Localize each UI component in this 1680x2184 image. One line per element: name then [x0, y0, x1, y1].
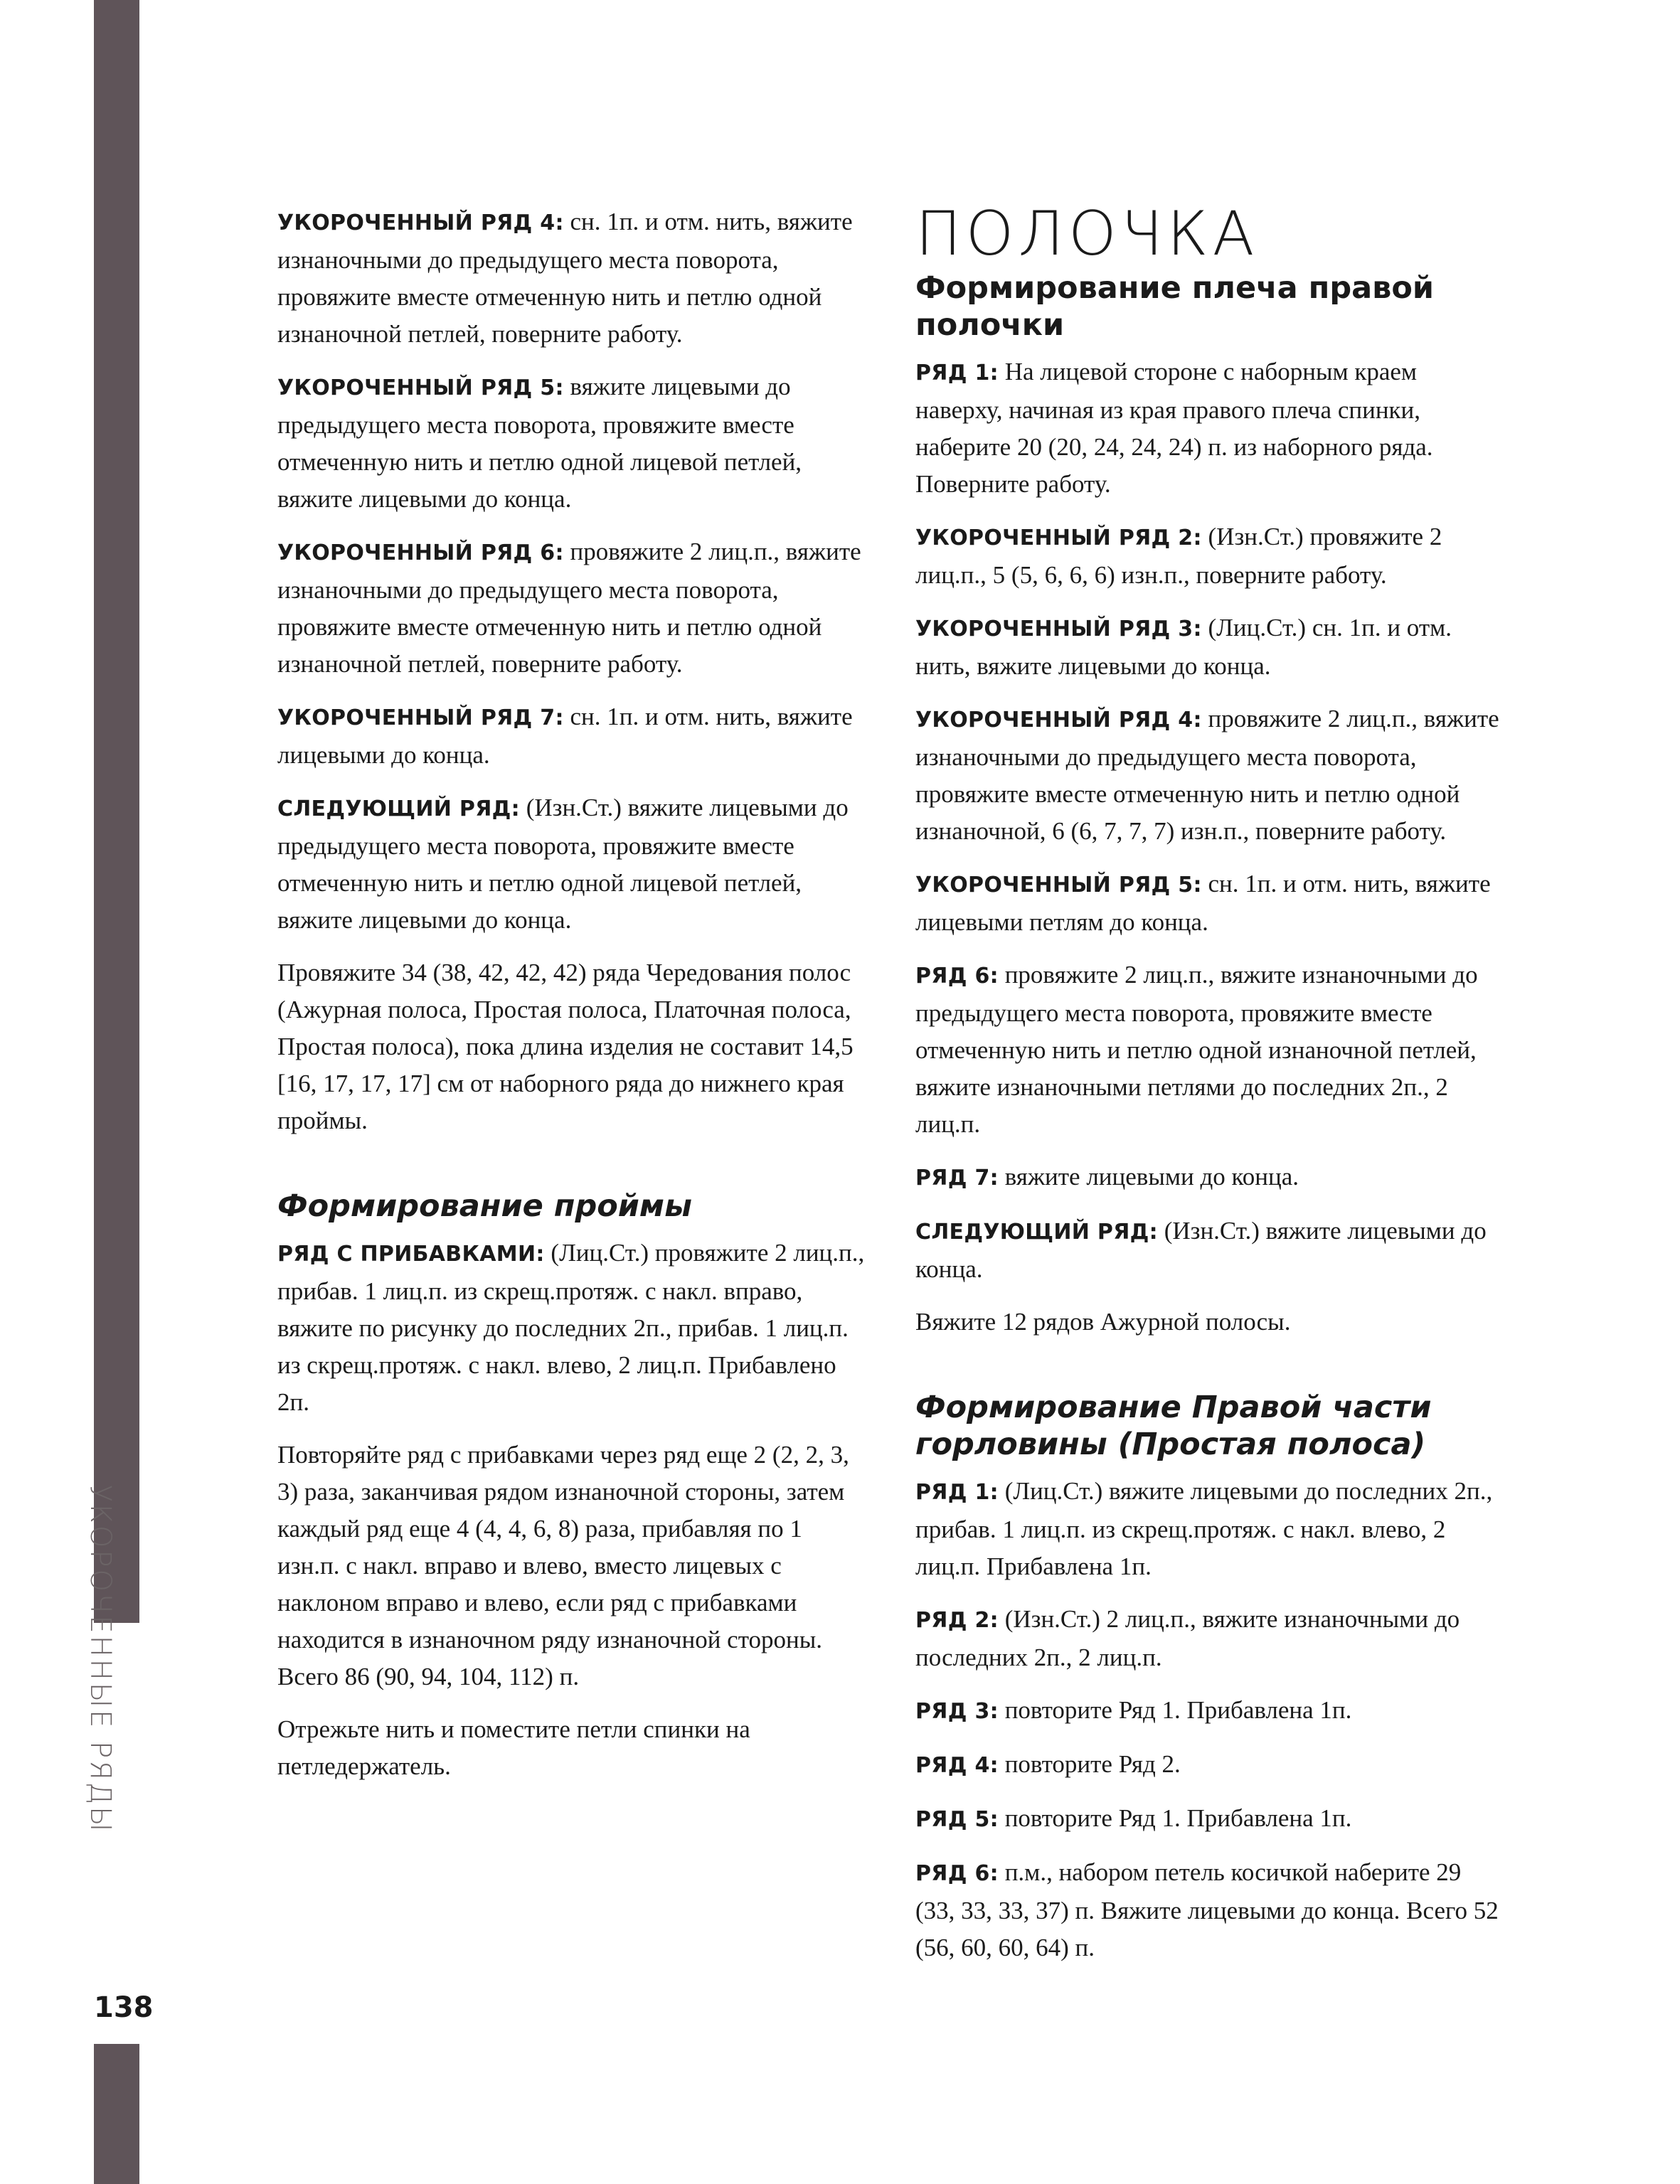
- instruction-paragraph: [915, 518, 1506, 594]
- section-heading-neckline: Формирование Правой части горловины (Простая полоса): [915, 1390, 1432, 1462]
- instruction-paragraph: [277, 1437, 868, 1695]
- left-paragraphs-bottom: [277, 1235, 868, 1785]
- instruction-paragraph: [915, 609, 1506, 685]
- instruction-text: повторите Ряд 2.: [998, 1750, 1181, 1778]
- sub-heading-shoulder: Формирование плеча правой полочки: [915, 270, 1435, 343]
- row-label: УКОРОЧЕННЫЙ РЯД 5:: [915, 873, 1202, 897]
- instruction-text: На лицевой стороне с наборным краем наверху, начиная из края правого плеча спинки, наберите 20 (20, 24, 24, 24) п. из наборного ряда. Поверните работу.: [915, 358, 1433, 498]
- instruction-paragraph: [915, 1304, 1506, 1341]
- row-label: УКОРОЧЕННЫЙ РЯД 5:: [277, 375, 564, 400]
- instruction-paragraph: [915, 1854, 1506, 1966]
- instruction-paragraph: [277, 368, 868, 518]
- row-label: УКОРОЧЕННЫЙ РЯД 3:: [915, 617, 1202, 641]
- instruction-paragraph: [915, 1158, 1506, 1197]
- row-label: РЯД 2:: [915, 1608, 999, 1633]
- row-label: УКОРОЧЕННЫЙ РЯД 4:: [915, 708, 1202, 733]
- right-paragraphs-top: [915, 353, 1506, 1341]
- right-paragraphs-bottom: [915, 1473, 1506, 1966]
- instruction-paragraph: [277, 533, 868, 683]
- instruction-text: провяжите 2 лиц.п., вяжите изнаночными до предыдущего места поворота, провяжите вместе отмеченную нить и петлю одной изнаночной петлей, поверните работу.: [277, 538, 861, 678]
- instruction-text: провяжите 2 лиц.п., вяжите изнаночными до предыдущего места поворота, провяжите вместе отмеченную нить и петлю одной изнаночной петлей, вяжите изнаночными петлями до последних 2п., 2 лиц.п.: [915, 961, 1478, 1138]
- row-label: РЯД 7:: [915, 1166, 999, 1190]
- instruction-text: (Изн.Ст.) вяжите лицевыми до предыдущего места поворота, провяжите вместе отмеченную нить и петлю одной лицевой петлей, вяжите лицевыми до конца.: [277, 794, 849, 934]
- row-label: РЯД 4:: [915, 1753, 999, 1778]
- instruction-text: (Лиц.Ст.) провяжите 2 лиц.п., прибав. 1 лиц.п. из скрещ.протяж. с накл. вправо, вяжите по рисунку до последних 2п., прибав. 1 лиц.п. из скрещ.протяж. с накл. влево, 2 лиц.п. Прибавлено 2п.: [277, 1239, 865, 1416]
- instruction-text: Отрежьте нить и поместите петли спинки на петледержатель.: [277, 1715, 750, 1780]
- instruction-paragraph: [915, 701, 1506, 850]
- instruction-text: вяжите лицевыми до конца.: [998, 1163, 1299, 1190]
- instruction-text: вяжите лицевыми до предыдущего места поворота, провяжите вместе отмеченную нить и петлю одной лицевой петлей, вяжите лицевыми до конца.: [277, 373, 802, 513]
- instruction-text: Вяжите 12 рядов Ажурной полосы.: [915, 1308, 1291, 1336]
- row-label: РЯД С ПРИБАВКАМИ:: [277, 1242, 545, 1267]
- instruction-text: (Изн.Ст.) вяжите лицевыми до конца.: [915, 1217, 1487, 1283]
- row-label: УКОРОЧЕННЫЙ РЯД 7:: [277, 705, 564, 730]
- row-label: РЯД 5:: [915, 1807, 999, 1832]
- section-heading-armhole: Формирование проймы: [277, 1188, 692, 1224]
- instruction-text: п.м., набором петель косичкой наберите 29 (33, 33, 33, 37) п. Вяжите лицевыми до конца. Всего 52 (56, 60, 60, 64) п.: [915, 1858, 1499, 1961]
- instruction-paragraph: [915, 1473, 1506, 1585]
- row-label: СЛЕДУЮЩИЙ РЯД:: [277, 797, 520, 821]
- sidebar-title: УКОРОЧЕННЫЕ РЯДЫ: [84, 1484, 117, 1834]
- instruction-paragraph: [277, 789, 868, 939]
- instruction-paragraph: [277, 954, 868, 1139]
- instruction-paragraph: [915, 1601, 1506, 1676]
- instruction-paragraph: [915, 1800, 1506, 1838]
- instruction-text: сн. 1п. и отм. нить, вяжите лицевыми петлям до конца.: [915, 870, 1491, 936]
- instruction-paragraph: [915, 1746, 1506, 1784]
- row-label: УКОРОЧЕННЫЙ РЯД 2:: [915, 526, 1202, 550]
- instruction-text: (Лиц.Ст.) сн. 1п. и отм. нить, вяжите лицевыми до конца.: [915, 614, 1452, 680]
- row-label: РЯД 3:: [915, 1699, 999, 1724]
- left-paragraphs-top: [277, 203, 868, 1139]
- instruction-text: (Изн.Ст.) 2 лиц.п., вяжите изнаночными до последних 2п., 2 лиц.п.: [915, 1605, 1460, 1671]
- right-column: [915, 198, 1506, 1982]
- instruction-paragraph: [915, 1692, 1506, 1730]
- row-label: РЯД 6:: [915, 1861, 999, 1886]
- row-label: УКОРОЧЕННЫЙ РЯД 4:: [277, 211, 564, 235]
- instruction-paragraph: [277, 1711, 868, 1785]
- instruction-text: сн. 1п. и отм. нить, вяжите лицевыми до конца.: [277, 703, 853, 769]
- instruction-text: повторите Ряд 1. Прибавлена 1п.: [998, 1696, 1352, 1724]
- page-title: ПОЛОЧКА: [915, 198, 1259, 270]
- instruction-text: сн. 1п. и отм. нить, вяжите изнаночными до предыдущего места поворота, провяжите вместе отмеченную нить и петлю одной изнаночной петлей, поверните работу.: [277, 208, 853, 348]
- sidebar-bar-bottom: [94, 2044, 139, 2184]
- instruction-paragraph: [915, 353, 1506, 503]
- row-label: РЯД 6:: [915, 964, 999, 989]
- instruction-paragraph: [915, 865, 1506, 941]
- instruction-paragraph: [277, 203, 868, 353]
- instruction-text: (Лиц.Ст.) вяжите лицевыми до последних 2п., прибав. 1 лиц.п. из скрещ.протяж. с накл. влево, 2 лиц.п. Прибавлена 1п.: [915, 1477, 1493, 1580]
- instruction-text: Провяжите 34 (38, 42, 42, 42) ряда Чередования полос (Ажурная полоса, Простая полоса, Платочная полоса, Простая полоса), пока длина изделия не составит 14,5 [16, 17, 17, 17] см от наборного ряда до нижнего края проймы.: [277, 959, 854, 1134]
- instruction-text: провяжите 2 лиц.п., вяжите изнаночными до предыдущего места поворота, провяжите вместе отмеченную нить и петлю одной изнаночной, 6 (6, 7, 7, 7) изн.п., поверните работу.: [915, 705, 1499, 845]
- sidebar-bar-top: [94, 0, 139, 1623]
- page-number: 138: [94, 1991, 154, 2024]
- instruction-text: (Изн.Ст.) провяжите 2 лиц.п., 5 (5, 6, 6, 6) изн.п., поверните работу.: [915, 523, 1442, 589]
- instruction-paragraph: [277, 698, 868, 774]
- instruction-text: повторите Ряд 1. Прибавлена 1п.: [998, 1804, 1352, 1832]
- row-label: СЛЕДУЮЩИЙ РЯД:: [915, 1220, 1158, 1245]
- instruction-paragraph: [915, 957, 1506, 1143]
- instruction-paragraph: [277, 1235, 868, 1421]
- instruction-text: Повторяйте ряд с прибавками через ряд еще 2 (2, 2, 3, 3) раза, заканчивая рядом изнаночной стороны, затем каждый ряд еще 4 (4, 4, 6, 8) раза, прибавляя по 1 изн.п. с накл. вправо и влево, вместо лицевых с наклоном вправо и влево, если ряд с прибавками находится в изнаночном ряду изнаночной стороны. Всего 86 (90, 94, 104, 112) п.: [277, 1441, 849, 1690]
- left-column: [277, 203, 868, 1801]
- row-label: УКОРОЧЕННЫЙ РЯД 6:: [277, 540, 564, 565]
- instruction-paragraph: [915, 1213, 1506, 1288]
- row-label: РЯД 1:: [915, 361, 999, 385]
- row-label: РЯД 1:: [915, 1480, 999, 1505]
